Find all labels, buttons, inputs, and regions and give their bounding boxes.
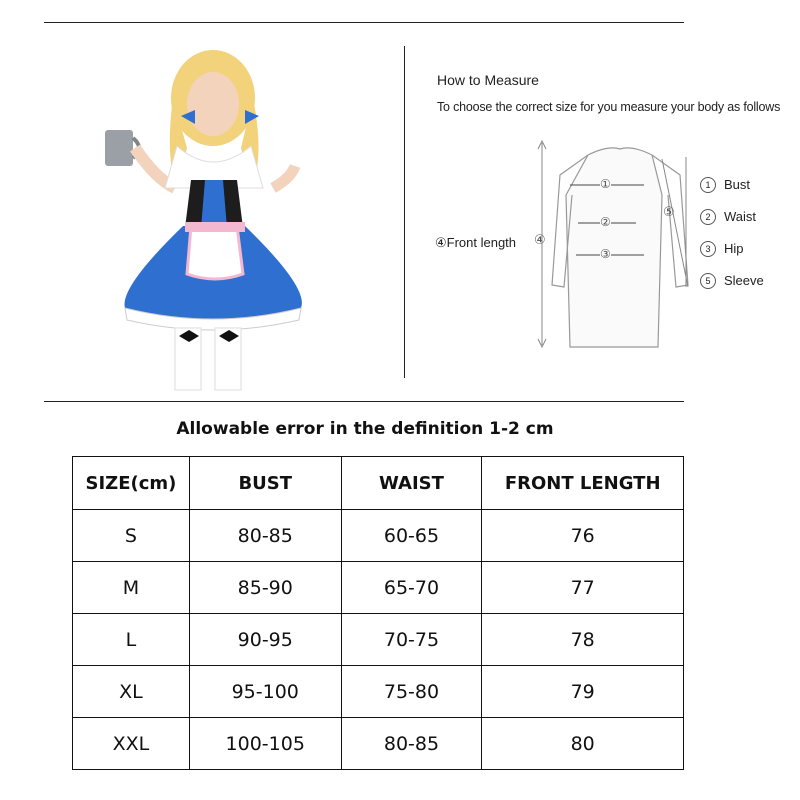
legend-number: 3 — [700, 241, 716, 257]
front-length-label: ④Front length — [435, 235, 517, 250]
cell-bust: 80-85 — [189, 510, 341, 562]
cell-front-length: 78 — [482, 614, 684, 666]
header-size: SIZE(cm) — [73, 457, 190, 510]
bust-marker: ① — [600, 177, 611, 191]
cell-front-length: 80 — [482, 718, 684, 770]
legend-waist — [700, 209, 756, 225]
table-row — [73, 510, 684, 562]
table-row — [73, 718, 684, 770]
waist-marker: ② — [600, 215, 611, 229]
cell-waist: 75-80 — [341, 666, 482, 718]
header-waist: WAIST — [341, 457, 482, 510]
cell-bust: 90-95 — [189, 614, 341, 666]
legend-label: Hip — [724, 241, 744, 256]
cell-size: XXL — [73, 718, 190, 770]
how-to-measure-subtitle: To choose the correct size for you measure your body as follows — [437, 100, 781, 114]
table-row — [73, 614, 684, 666]
legend-hip — [700, 241, 744, 257]
legend-bust — [700, 177, 750, 193]
header-bust: BUST — [189, 457, 341, 510]
legend-number: 1 — [700, 177, 716, 193]
cell-waist: 65-70 — [341, 562, 482, 614]
middle-divider — [44, 401, 684, 402]
cell-waist: 80-85 — [341, 718, 482, 770]
cell-bust: 85-90 — [189, 562, 341, 614]
cell-size: L — [73, 614, 190, 666]
legend-number: 5 — [700, 273, 716, 289]
legend-number: 2 — [700, 209, 716, 225]
cell-front-length: 77 — [482, 562, 684, 614]
front-marker: ④ — [534, 233, 546, 248]
sleeve-marker: ⑤ — [663, 205, 675, 220]
cell-bust: 100-105 — [189, 718, 341, 770]
header-front-length: FRONT LENGTH — [482, 457, 684, 510]
hip-marker: ③ — [600, 247, 611, 261]
legend-label: Bust — [724, 177, 751, 192]
vertical-divider — [404, 46, 405, 378]
cell-waist: 60-65 — [341, 510, 482, 562]
cell-size: XL — [73, 666, 190, 718]
table-row — [73, 562, 684, 614]
legend-sleeve — [700, 273, 764, 289]
legend-label: Sleeve — [724, 273, 764, 288]
how-to-measure-title: How to Measure — [437, 72, 539, 88]
cell-size: S — [73, 510, 190, 562]
cell-waist: 70-75 — [341, 614, 482, 666]
model-photo — [95, 38, 325, 394]
table-row — [73, 666, 684, 718]
cell-bust: 95-100 — [189, 666, 341, 718]
cell-front-length: 76 — [482, 510, 684, 562]
top-divider — [44, 22, 684, 23]
cell-front-length: 79 — [482, 666, 684, 718]
allowable-error-caption: Allowable error in the definition 1-2 cm — [176, 419, 554, 439]
size-table — [72, 456, 684, 770]
cell-size: M — [73, 562, 190, 614]
legend-label: Waist — [724, 209, 757, 224]
table-header-row — [73, 457, 684, 510]
